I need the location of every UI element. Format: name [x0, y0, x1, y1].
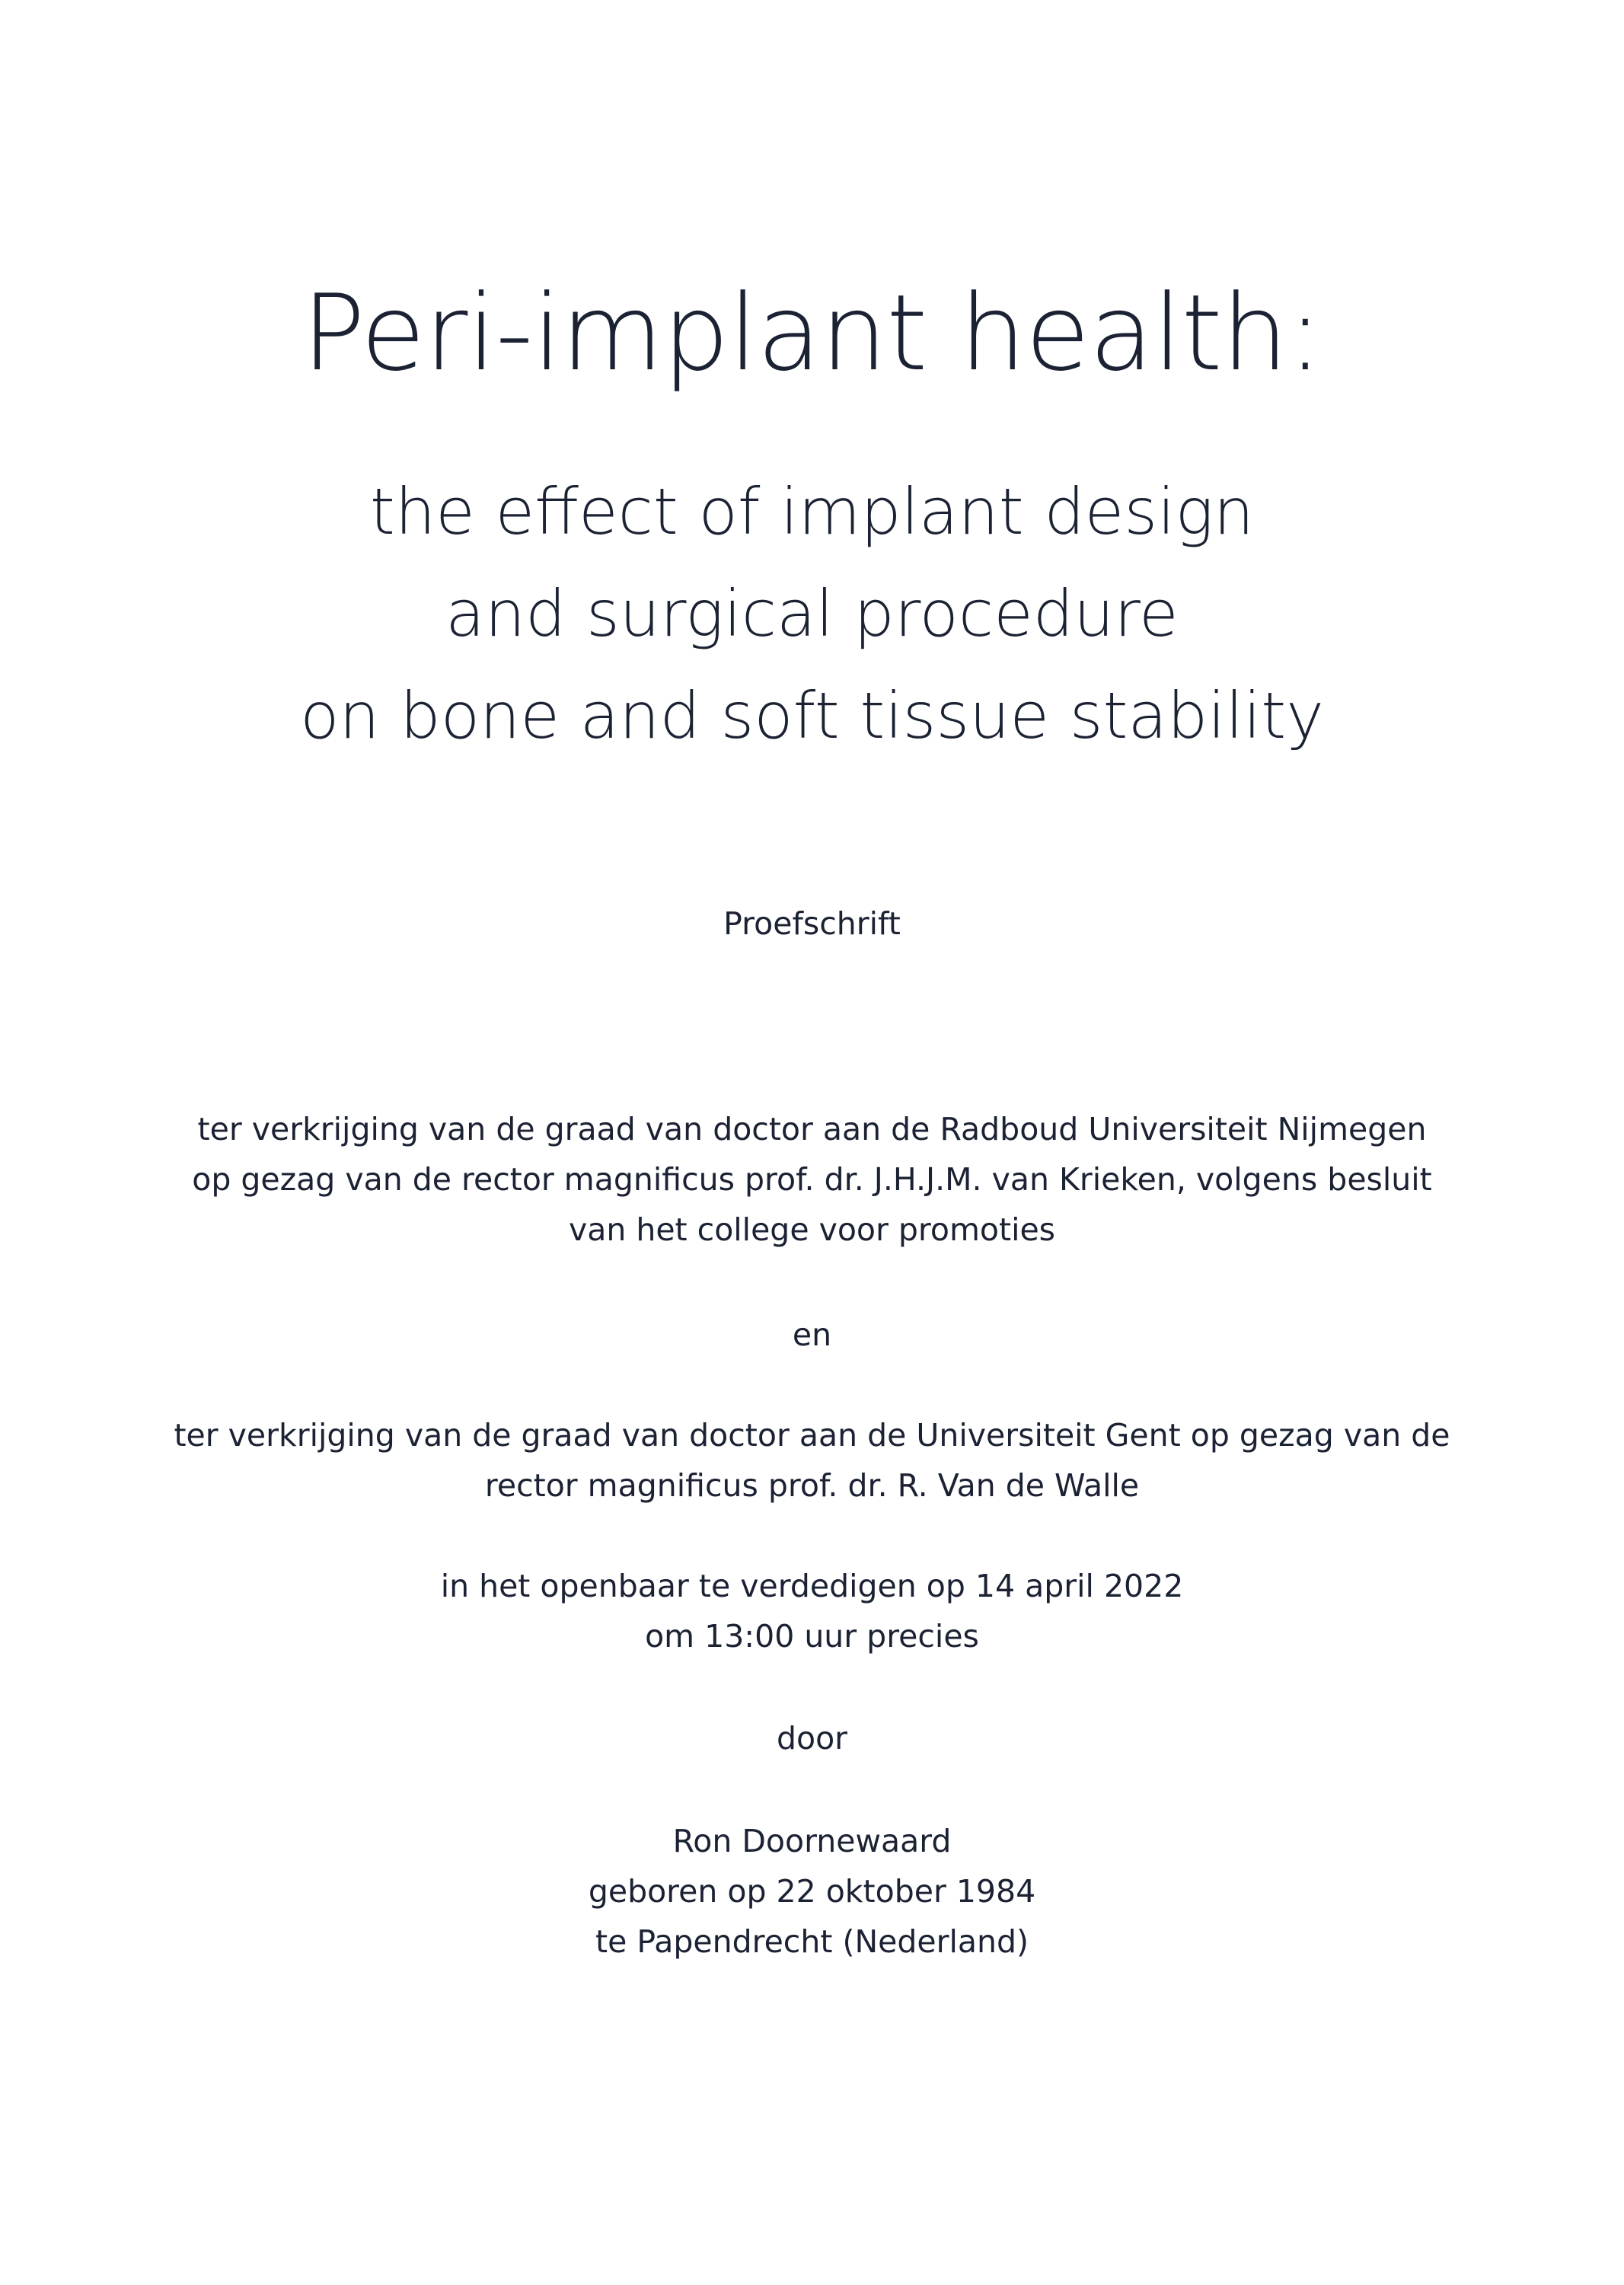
author-name: Ron Doornewaard	[672, 1823, 952, 1859]
subtitle-line: and surgical procedure	[445, 576, 1179, 651]
radboud-line: op gezag van de rector magnificus prof. dr. J.H.J.M. van Krieken, volgens besluit	[192, 1161, 1432, 1198]
radboud-line: van het college voor promoties	[568, 1211, 1056, 1248]
author-birthdate: geboren op 22 oktober 1984	[588, 1873, 1036, 1910]
defense-statement	[0, 1561, 1624, 1661]
author-birthplace: te Papendrecht (Nederland)	[595, 1923, 1029, 1960]
gent-line: ter verkrijging van de graad van doctor aan de Universiteit Gent op gezag van de	[174, 1417, 1450, 1454]
author-block	[0, 1816, 1624, 1967]
thesis-title: Peri-implant health:	[302, 272, 1322, 394]
defense-line: in het openbaar te verdedigen op 14 april 2022	[440, 1568, 1184, 1604]
subtitle-line: the effect of implant design	[369, 474, 1255, 549]
radboud-line: ter verkrijging van de graad van doctor aan de Radboud Universiteit Nijmegen	[197, 1111, 1427, 1147]
conjunction-en: en	[792, 1316, 832, 1353]
door-label: door	[776, 1720, 848, 1757]
defense-line: om 13:00 uur precies	[645, 1618, 979, 1655]
gent-line: rector magnificus prof. dr. R. Van de Walle	[484, 1467, 1140, 1504]
gent-degree-statement	[0, 1410, 1624, 1511]
proefschrift-label: Proefschrift	[723, 905, 901, 942]
thesis-subtitle	[0, 461, 1624, 767]
radboud-degree-statement	[0, 1104, 1624, 1255]
subtitle-line: on bone and soft tissue stability	[300, 678, 1324, 753]
